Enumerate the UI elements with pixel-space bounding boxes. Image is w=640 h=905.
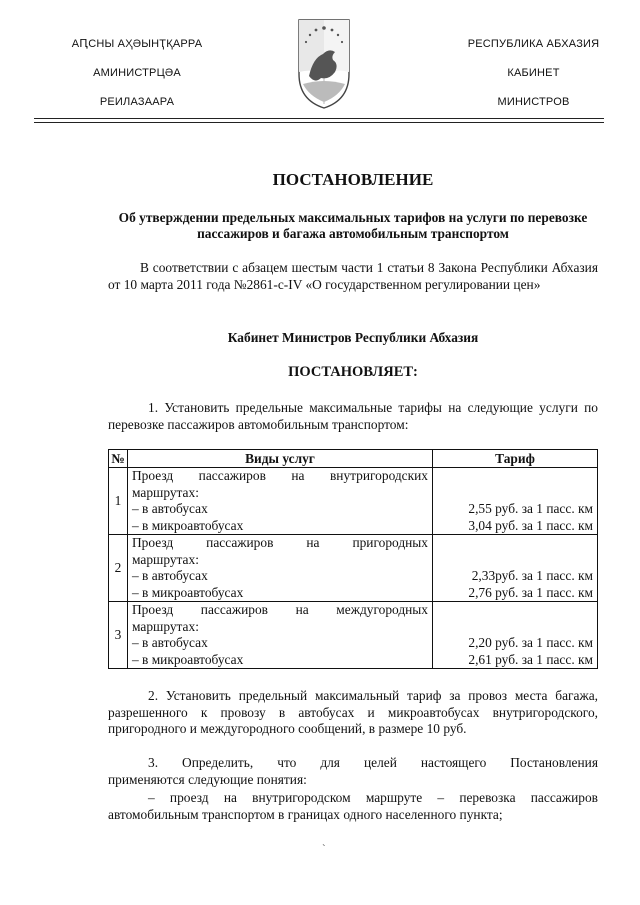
service-bus: – в автобусах	[132, 501, 208, 516]
letterhead-left-line: АԤСНЫ АҲӘЫНҬҚАРРА	[71, 38, 203, 50]
row-number: 3	[109, 602, 128, 669]
margin-mark: `	[322, 843, 326, 855]
letterhead-right-line: МИНИСТРОВ	[497, 96, 570, 108]
tariff-minibus: 3,04 руб. за 1 пасс. км	[468, 517, 593, 533]
service-minibus: – в микроавтобусах	[132, 517, 244, 533]
table-row	[109, 535, 598, 602]
service-heading: Проезд пассажиров на внутригородских	[132, 468, 428, 483]
tariff-bus: 2,20 руб. за 1 пасс. км	[468, 635, 593, 650]
letterhead-left-line: РЕИЛАЗААРА	[99, 96, 175, 108]
row-number: 2	[109, 535, 128, 602]
tariff-minibus: 2,61 руб. за 1 пасс. км	[468, 651, 593, 667]
tariff-minibus: 2,76 руб. за 1 пасс. км	[468, 584, 593, 600]
tariff-cell	[433, 602, 598, 669]
service-cell	[128, 468, 433, 535]
preamble-paragraph: В соответствии с абзацем шестым части 1 статьи 8 Закона Республики Абхазия от 10 марта 2011 года №2861-с-IV «О государственном регулировании цен»	[108, 260, 598, 292]
document-subtitle: Об утверждении предельных максимальных тарифов на услуги по перевозке пассажиров и багажа автомобильным транспортом	[118, 210, 588, 241]
service-heading-cont: маршрутах:	[132, 551, 199, 567]
item-3-definition	[108, 790, 598, 823]
state-emblem-icon	[295, 18, 353, 110]
issuer-line: Кабинет Министров Республики Абхазия	[227, 330, 479, 345]
letterhead-right-line: РЕСПУБЛИКА АБХАЗИЯ	[467, 38, 600, 50]
document-title: ПОСТАНОВЛЕНИЕ	[272, 170, 434, 189]
letterhead-left-line: АМИНИСТРЦӘА	[93, 67, 181, 79]
table-header-row	[109, 450, 598, 468]
tariff-cell	[433, 535, 598, 602]
service-minibus: – в микроавтобусах	[132, 584, 244, 600]
resolves-heading: ПОСТАНОВЛЯЕТ:	[288, 364, 418, 380]
service-bus: – в автобусах	[132, 568, 208, 583]
table-row	[109, 602, 598, 669]
letterhead-right-line: КАБИНЕТ	[507, 67, 560, 79]
item-3-paragraph	[108, 755, 598, 788]
tariff-bus: 2,55 руб. за 1 пасс. км	[468, 501, 593, 516]
header-rule	[34, 118, 604, 119]
tariff-bus: 2,33руб. за 1 пасс. км	[471, 568, 593, 583]
column-header-number: №	[109, 450, 128, 468]
item-3-line: применяются следующие понятия:	[108, 771, 307, 787]
service-cell	[128, 602, 433, 669]
tariff-cell	[433, 468, 598, 535]
service-minibus: – в микроавтобусах	[132, 651, 244, 667]
service-heading-cont: маршрутах:	[132, 618, 199, 634]
item-1-paragraph: 1. Установить предельные максимальные тарифы на следующие услуги по перевозке пассажиров автомобильным транспортом:	[108, 400, 598, 432]
tariff-table	[108, 449, 598, 669]
row-number: 1	[109, 468, 128, 535]
table-row	[109, 468, 598, 535]
service-heading: Проезд пассажиров на пригородных	[132, 535, 428, 550]
service-heading: Проезд пассажиров на междугородных	[132, 602, 428, 617]
letterhead-right	[446, 30, 621, 117]
definition-line: – проезд на внутригородском маршруте – перевозка пассажиров	[148, 790, 598, 805]
letterhead-left	[42, 30, 232, 117]
header-rule	[34, 122, 604, 123]
item-3-line: 3. Определить, что для целей настоящего Постановления	[148, 755, 598, 770]
service-heading-cont: маршрутах:	[132, 484, 199, 500]
definition-line: автомобильным транспортом в границах одного населенного пункта;	[108, 806, 503, 822]
service-cell	[128, 535, 433, 602]
item-2-paragraph: 2. Установить предельный максимальный тариф за провоз места багажа, разрешенного к провозу в автобусах и микроавтобусах внутригородского, пригородного и междугородного сообщений, в размере 10 руб.	[108, 688, 598, 736]
service-bus: – в автобусах	[132, 635, 208, 650]
column-header-service: Виды услуг	[128, 450, 433, 468]
column-header-tariff: Тариф	[433, 450, 598, 468]
